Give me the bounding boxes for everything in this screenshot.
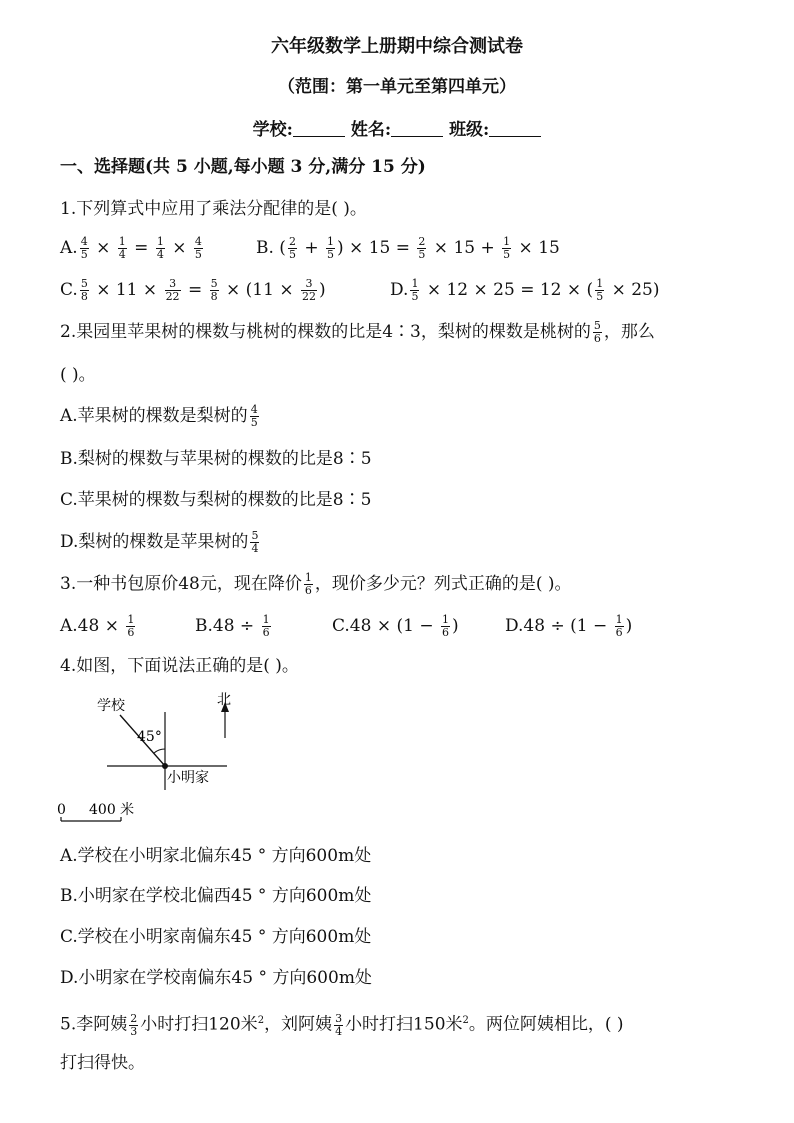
home-point xyxy=(162,763,168,769)
q5-stem: 5.李阿姨 $\frac{2}{3}$ 小时打扫120米$^2$，刘阿姨 $\frac{3}{4}$ 小时打扫150米$^2$。两位阿姨相比，( ) xyxy=(60,1011,624,1038)
q2-stem xyxy=(60,320,655,345)
option-text: A.苹果树的棵数是梨树的 xyxy=(60,406,248,426)
q3-option-c[interactable]: C.48 × (1 − $\frac{1}{6}$ ) xyxy=(332,613,459,639)
q2-blank: ( )。 xyxy=(60,365,96,385)
option-letter: B. xyxy=(256,238,274,258)
exam-range: （范围：第一单元至第四单元） xyxy=(278,77,516,97)
q3-stem-tail: ，现价多少元？列式正确的是( )。 xyxy=(314,574,572,594)
q1-stem: 1.下列算式中应用了乘法分配律的是( )。 xyxy=(60,199,367,219)
q3-option-d[interactable]: D.48 ÷ (1 − $\frac{1}{6}$ ) xyxy=(505,613,633,639)
q1-option-a[interactable]: A. $\frac{4}{5}$ × $\frac{1}{4}$ = $\frac{1}{4}$ × $\frac{4}{5}$ xyxy=(60,235,202,261)
class-blank[interactable] xyxy=(489,120,541,137)
q1-option-b[interactable]: B. ( $\frac{2}{5}$ + $\frac{1}{5}$ ) × 15 = $\frac{2}{5}$ × 15 + $\frac{1}{5}$ × 15 xyxy=(256,235,560,261)
q5-text-5: 。两位阿姨相比，( ) xyxy=(468,1014,624,1035)
q3-stem: 3.一种书包原价48元，现在降价 $\frac{1}{6}$ ，现价多少元？列式正确的是( )。 xyxy=(60,571,572,597)
q5-line2: 打扫得快。 xyxy=(60,1053,145,1073)
q5-text-3: ，刘阿姨 xyxy=(264,1014,333,1035)
q4-option-d[interactable]: D.小明家在学校南偏东45 ° 方向600m处 xyxy=(60,968,372,988)
q4-option-a[interactable]: A.学校在小明家北偏东45 ° 方向600m处 xyxy=(60,846,372,866)
option-text: A.48 × xyxy=(60,616,119,636)
option-letter: A. xyxy=(60,238,78,258)
option-text: B.48 ÷ xyxy=(195,616,255,636)
q1-option-c[interactable]: C. $\frac{5}{8}$ × 11 × $\frac{3}{22}$ = $\frac{5}{8}$ × (11 × $\frac{3}{22}$ ) xyxy=(60,277,326,303)
home-label: 小明家 xyxy=(167,770,209,786)
q2-stem-tail: ，那么 xyxy=(603,322,655,342)
school-label: 学校: xyxy=(252,120,293,140)
north-label: 北 xyxy=(217,692,231,708)
q5-text-2: 小时打扫120米 xyxy=(140,1014,258,1035)
q4-option-c[interactable]: C.学校在小明家南偏东45 ° 方向600m处 xyxy=(60,927,372,947)
info-line xyxy=(0,115,794,140)
page-title: 六年级数学上册期中综合测试卷 xyxy=(271,36,523,57)
option-letter: D. xyxy=(390,280,409,300)
option-letter: C. xyxy=(60,280,78,300)
school-label: 学校 xyxy=(97,698,125,714)
class-label: 班级: xyxy=(449,120,490,140)
q1-option-d[interactable]: D. $\frac{1}{5}$ × 12 × 25 = 12 × ( $\frac{1}{5}$ × 25) xyxy=(390,277,660,303)
name-blank[interactable] xyxy=(391,120,443,137)
school-blank[interactable] xyxy=(293,120,345,137)
q2-option-b[interactable]: B.梨树的棵数与苹果树的棵数的比是8∶5 xyxy=(60,449,372,469)
q2-option-a[interactable]: A.苹果树的棵数是梨树的 $\frac{4}{5}$ xyxy=(60,403,258,429)
section-heading: 一、选择题(共 5 小题,每小题 3 分,满分 15 分) xyxy=(60,157,426,177)
q3-option-a[interactable]: A.48 × $\frac{1}{6}$ xyxy=(60,613,135,639)
option-text: D.梨树的棵数是苹果树的 xyxy=(60,532,249,552)
q2-stem-text: 2.果园里苹果树的棵数与桃树的棵数的比是4∶3，梨树的棵数是桃树的 xyxy=(60,322,591,342)
angle-label: 45° xyxy=(137,729,162,745)
q2-option-d[interactable]: D.梨树的棵数是苹果树的 $\frac{5}{4}$ xyxy=(60,529,259,555)
q3-option-b[interactable]: B.48 ÷ $\frac{1}{6}$ xyxy=(195,613,270,639)
option-text: C.48 × (1 − xyxy=(332,616,434,636)
direction-diagram xyxy=(55,690,255,825)
option-text: D.48 ÷ (1 − xyxy=(505,616,608,636)
q5-text-1: 5.李阿姨 xyxy=(60,1014,128,1035)
q4-stem: 4.如图，下面说法正确的是( )。 xyxy=(60,656,299,676)
q5-text-4: 小时打扫150米 xyxy=(345,1014,463,1035)
angle-arc xyxy=(154,749,165,753)
q4-option-b[interactable]: B.小明家在学校北偏西45 ° 方向600m处 xyxy=(60,886,372,906)
q3-stem-text: 3.一种书包原价48元，现在降价 xyxy=(60,574,302,594)
scale-zero: 0 xyxy=(57,802,66,818)
q2-stem-fraction: $\frac{5}{6}$ xyxy=(593,319,601,345)
scale-distance: 400 米 xyxy=(89,802,135,818)
q2-option-c[interactable]: C.苹果树的棵数与梨树的棵数的比是8∶5 xyxy=(60,490,372,510)
name-label: 姓名: xyxy=(350,120,392,140)
